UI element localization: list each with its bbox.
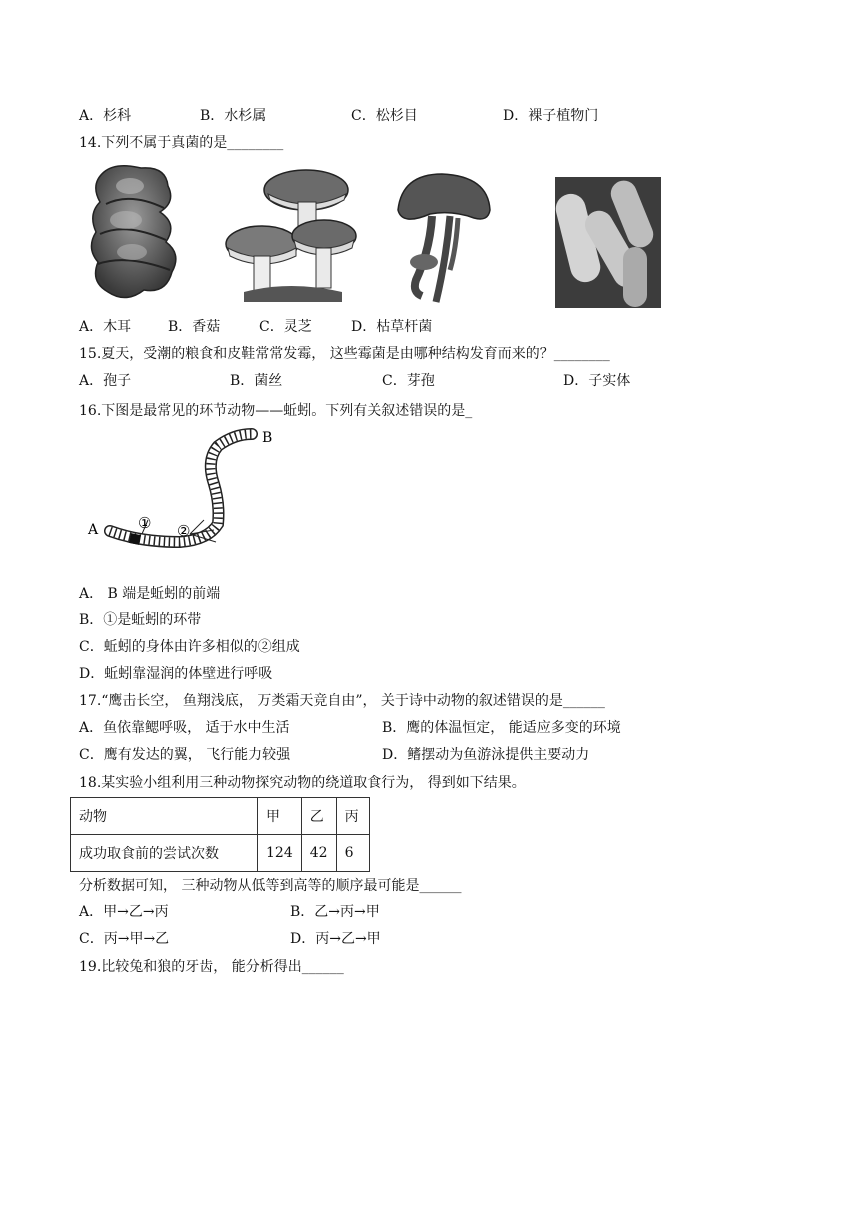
q16-option-c: C．蚯蚓的身体由许多相似的②组成: [79, 639, 300, 655]
q15-option-d: D．子实体: [563, 373, 631, 389]
q15-option-a: A．孢子: [79, 373, 132, 389]
q16-option-a: A． B 端是蚯蚓的前端: [79, 586, 221, 602]
q18-analysis: 分析数据可知， 三种动物从低等到高等的顺序最可能是______: [79, 878, 462, 894]
table-cell: 甲: [258, 798, 302, 835]
table-cell: 动物: [71, 798, 258, 835]
table-cell: 丙: [336, 798, 369, 835]
q13-option-c: C．松杉目: [351, 108, 418, 124]
q16-stem: 16.下图是最常见的环节动物——蚯蚓。下列有关叙述错误的是_: [79, 403, 473, 419]
label-2: ②: [177, 522, 191, 540]
q18-data-table: [70, 797, 370, 872]
shiitake-mushroom-image: [224, 164, 358, 306]
bacillus-subtilis-image: [555, 177, 661, 308]
q17-option-d: D．鳍摆动为鱼游泳提供主要动力: [382, 747, 590, 763]
q17-stem: 17.“鹰击长空， 鱼翔浅底， 万类霜天竞自由”， 关于诗中动物的叙述错误的是______: [79, 693, 605, 709]
q18-stem: 18.某实验小组利用三种动物探究动物的绕道取食行为， 得到如下结果。: [79, 775, 526, 791]
q14-stem: 14.下列不属于真菌的是________: [79, 135, 284, 151]
q19-stem: 19.比较兔和狼的牙齿， 能分析得出______: [79, 959, 344, 975]
q14-option-d: D．枯草杆菌: [351, 319, 433, 335]
q17-option-c: C．鹰有发达的翼， 飞行能力较强: [79, 747, 291, 763]
q14-option-c: C．灵芝: [259, 319, 312, 335]
label-a: A: [88, 522, 99, 538]
q14-option-b: B．香菇: [168, 319, 221, 335]
q13-option-a: A．杉科: [79, 108, 132, 124]
table-cell: 乙: [301, 798, 336, 835]
table-cell: 42: [301, 835, 336, 872]
q18-option-d: D．丙→乙→甲: [290, 931, 381, 947]
q15-option-c: C．芽孢: [382, 373, 435, 389]
q18-option-c: C．丙→甲→乙: [79, 931, 170, 947]
label-1: ①: [138, 514, 152, 532]
label-b: B: [262, 430, 273, 446]
table-row: [71, 835, 370, 872]
q16-option-d: D．蚯蚓靠湿润的体壁进行呼吸: [79, 666, 273, 682]
earthworm-diagram: [80, 424, 290, 574]
q14-option-a: A．木耳: [79, 319, 132, 335]
q18-option-a: A．甲→乙→丙: [79, 904, 169, 920]
q13-option-d: D．裸子植物门: [503, 108, 599, 124]
table-header-row: [71, 798, 370, 835]
q15-stem: 15.夏天，受潮的粮食和皮鞋常常发霉， 这些霉菌是由哪种结构发育而来的？________: [79, 346, 610, 362]
q17-option-a: A．鱼依靠鳃呼吸， 适于水中生活: [79, 720, 290, 736]
table-cell: 6: [336, 835, 369, 872]
lingzhi-mushroom-image: [392, 170, 494, 308]
table-cell: 成功取食前的尝试次数: [71, 835, 258, 872]
wood-ear-fungus-image: [86, 162, 182, 307]
table-cell: 124: [258, 835, 302, 872]
q17-option-b: B．鹰的体温恒定， 能适应多变的环境: [382, 720, 621, 736]
q15-option-b: B．菌丝: [230, 373, 283, 389]
q13-option-b: B．水杉属: [200, 108, 267, 124]
q16-option-b: B．①是蚯蚓的环带: [79, 612, 202, 628]
q18-option-b: B．乙→丙→甲: [290, 904, 380, 920]
